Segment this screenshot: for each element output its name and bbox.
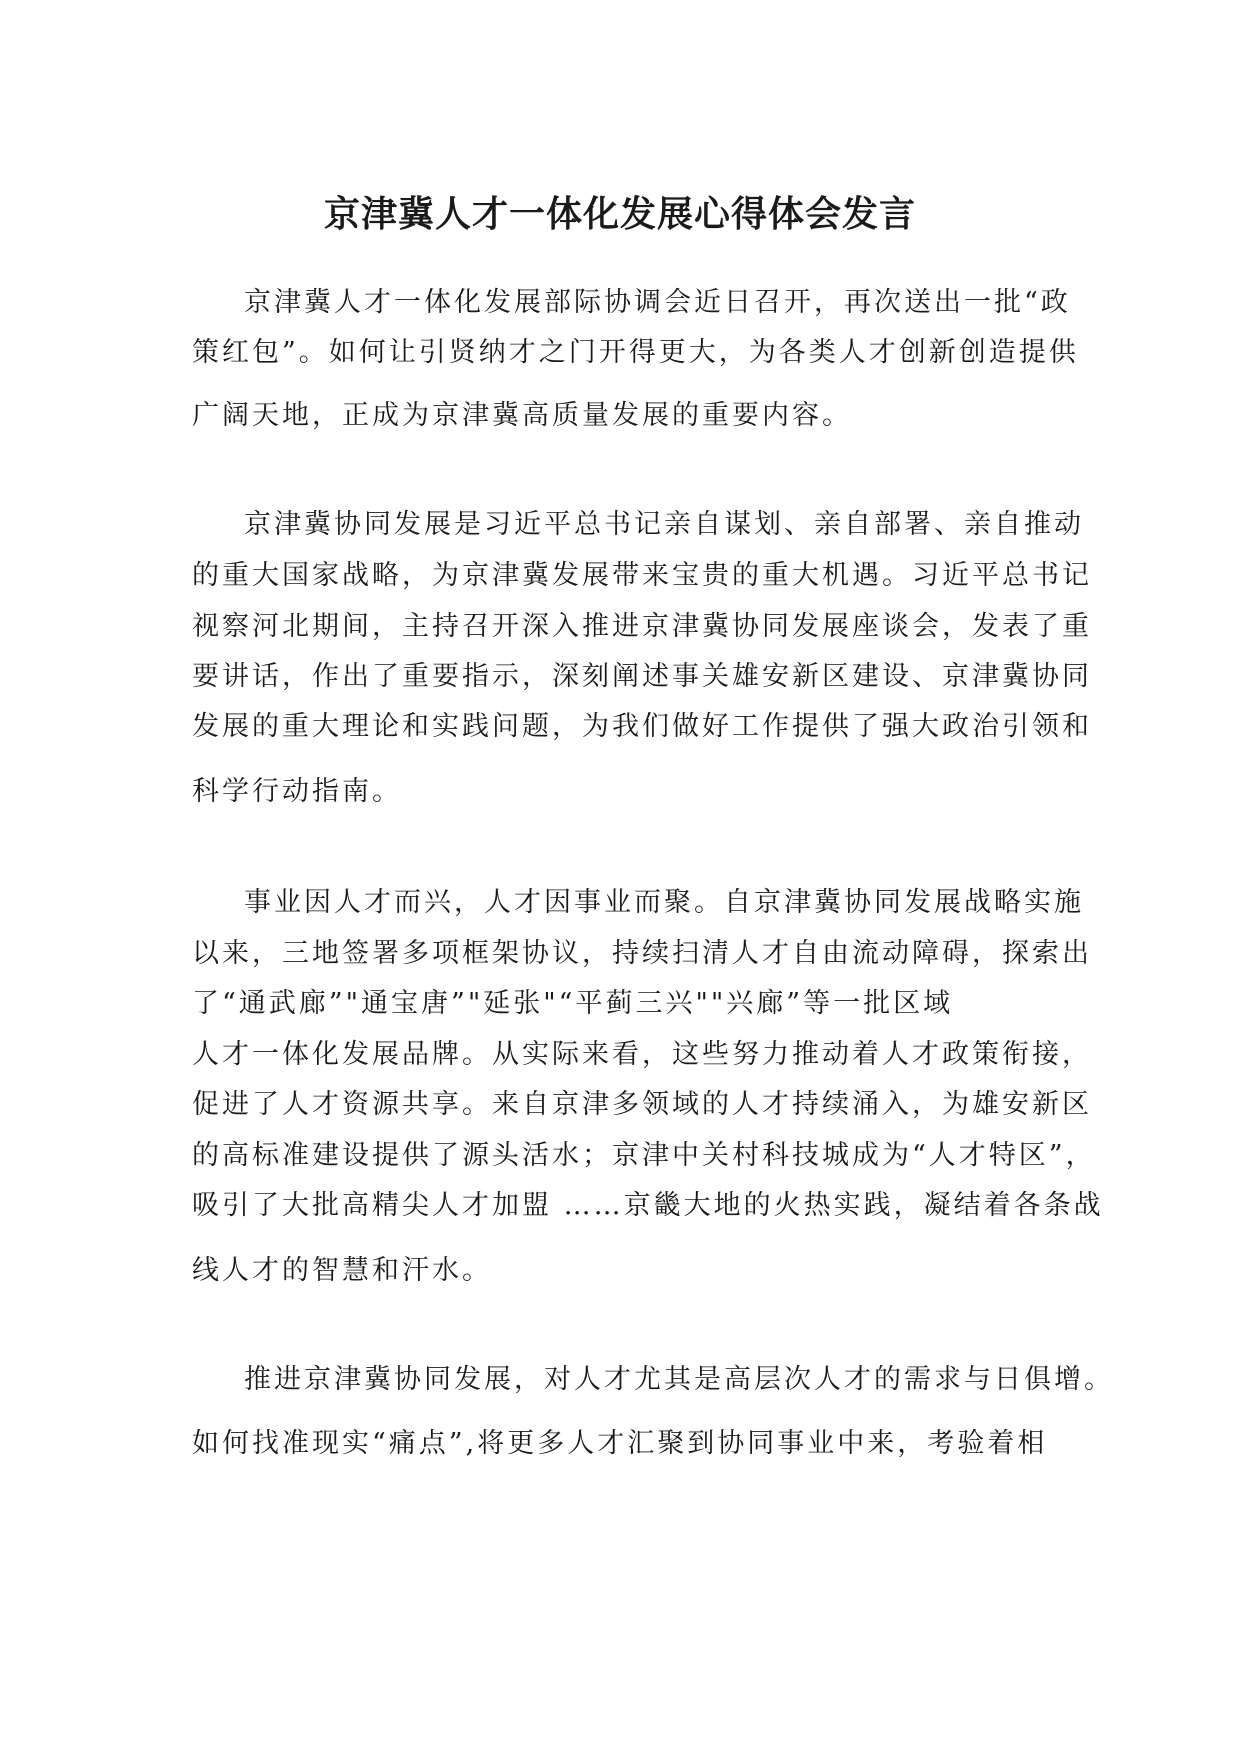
paragraph-2-line-6: 科学行动指南。 bbox=[192, 776, 402, 807]
paragraph-3-line-5: 促进了人才资源共享。来自京津多领域的人才持续涌入，为雄安新区 bbox=[192, 1089, 1092, 1120]
document-title: 京津冀人才一体化发展心得体会发言 bbox=[323, 194, 916, 235]
paragraph-4-line-2: 如何找准现实“痛点”,将更多人才汇聚到协同事业中来，考验着相 bbox=[192, 1428, 1048, 1459]
paragraph-3-line-2: 以来，三地签署多项框架协议，持续扫清人才自由流动障碍，探索出 bbox=[192, 938, 1092, 969]
paragraph-1-line-3: 广阔天地，正成为京津冀高质量发展的重要内容。 bbox=[192, 400, 852, 431]
paragraph-1-line-1: 京津冀人才一体化发展部际协调会近日召开，再次送出一批“政 bbox=[244, 287, 1071, 318]
paragraph-3-line-8: 线人才的智慧和汗水。 bbox=[192, 1255, 492, 1286]
paragraph-1-line-2: 策红包”。如何让引贤纳才之门开得更大，为各类人才创新创造提供 bbox=[192, 337, 1079, 368]
paragraph-2-line-4: 要讲话，作出了重要指示，深刻阐述事关雄安新区建设、京津冀协同 bbox=[192, 661, 1092, 692]
paragraph-3-line-6: 的高标准建设提供了源头活水；京津中关村科技城成为“人才特区”， bbox=[192, 1140, 1096, 1171]
paragraph-2-line-1: 京津冀协同发展是习近平总书记亲自谋划、亲自部署、亲自推动 bbox=[244, 509, 1084, 540]
paragraph-3-line-1: 事业因人才而兴，人才因事业而聚。自京津冀协同发展战略实施 bbox=[244, 887, 1084, 918]
paragraph-2-line-3: 视察河北期间，主持召开深入推进京津冀协同发展座谈会，发表了重 bbox=[192, 611, 1092, 642]
paragraph-2-line-5: 发展的重大理论和实践问题，为我们做好工作提供了强大政治引领和 bbox=[192, 711, 1092, 742]
paragraph-3-line-3: 了“通武廊”"通宝唐”"延张"“平蓟三兴""兴廊”等一批区域 bbox=[192, 988, 954, 1019]
paragraph-2-line-2: 的重大国家战略，为京津冀发展带来宝贵的重大机遇。习近平总书记 bbox=[192, 560, 1092, 591]
paragraph-3-line-7: 吸引了大批高精尖人才加盟 ……京畿大地的火热实践，凝结着各条战 bbox=[192, 1190, 1104, 1221]
paragraph-3-line-4: 人才一体化发展品牌。从实际来看，这些努力推动着人才政策衔接， bbox=[192, 1039, 1092, 1070]
paragraph-4-line-1: 推进京津冀协同发展，对人才尤其是高层次人才的需求与日俱增。 bbox=[244, 1364, 1114, 1395]
